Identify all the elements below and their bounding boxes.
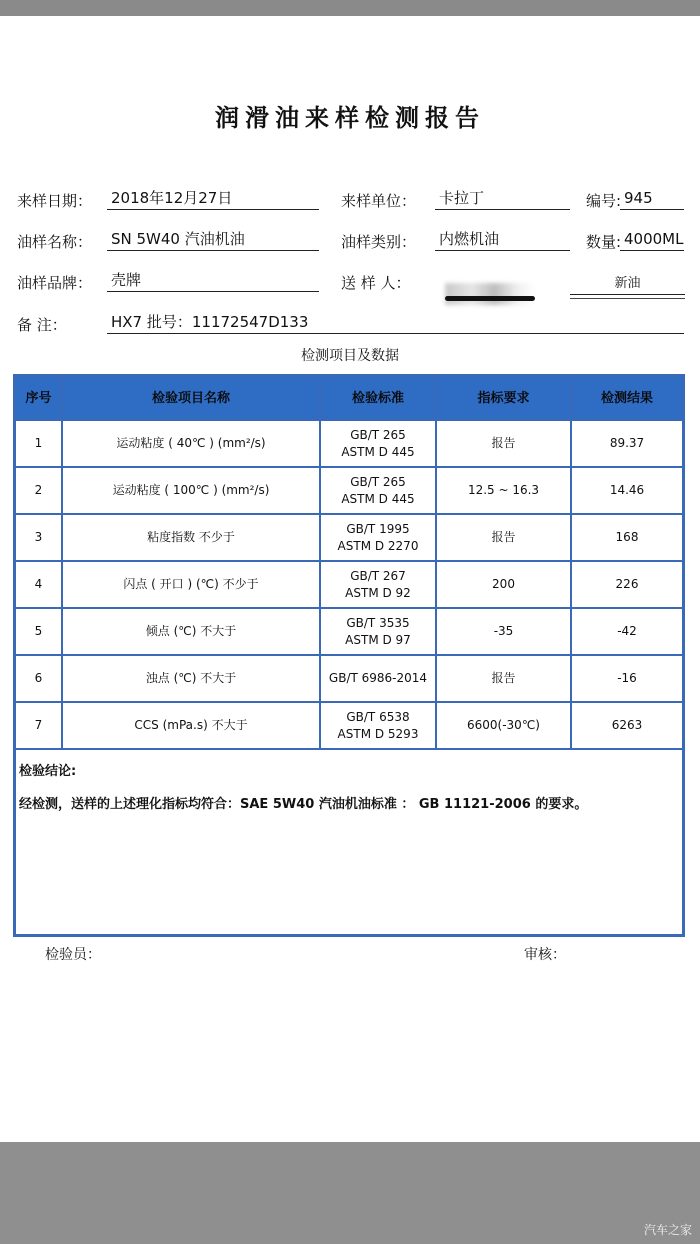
row-no: 5 <box>15 608 62 655</box>
brand-label: 油样品牌： <box>17 274 93 292</box>
conclusion-text: 经检测，送样的上述理化指标均符合：SAE 5W40 汽油机油标准 ： GB 11121-2006 的要求。 <box>19 797 588 812</box>
brand-value: 壳牌 <box>107 269 319 292</box>
row-standard-astm: ASTM D 92 <box>345 585 411 600</box>
row-standard-astm: ASTM D 2270 <box>337 538 419 553</box>
header-result: 检测结果 <box>571 376 683 420</box>
row-standard: GB/T 6986-2014 <box>320 655 436 702</box>
row-standard-gb: GB/T 6538 <box>346 709 410 724</box>
row-item: 运动粘度 ( 40℃ ) (mm²/s) <box>62 420 320 467</box>
row-standard-gb: GB/T 265 <box>350 427 406 442</box>
row-standard-astm: ASTM D 445 <box>341 444 415 459</box>
sample-date-value: 2018年12月27日 <box>107 187 319 210</box>
row-standard-astm: ASTM D 5293 <box>337 726 419 741</box>
row-item: 倾点 (℃) 不大于 <box>62 608 320 655</box>
report-title: 润滑油来样检测报告 <box>215 103 485 132</box>
header-requirement: 指标要求 <box>436 376 571 420</box>
header-standard: 检验标准 <box>320 376 436 420</box>
row-requirement: 报告 <box>436 655 571 702</box>
row-standard-astm: ASTM D 445 <box>341 491 415 506</box>
row-standard <box>320 514 436 561</box>
row-requirement: 12.5 ~ 16.3 <box>436 467 571 514</box>
top-bar <box>0 0 700 16</box>
redaction-mark <box>445 296 535 301</box>
row-standard-astm: ASTM D 97 <box>345 632 411 647</box>
sample-unit-value: 卡拉丁 <box>435 187 570 210</box>
row-no: 2 <box>15 467 62 514</box>
row-standard-gb: GB/T 3535 <box>346 615 410 630</box>
row-result: -42 <box>571 608 683 655</box>
sample-date-label: 来样日期： <box>17 192 93 210</box>
row-standard <box>320 420 436 467</box>
conclusion-box <box>15 749 683 935</box>
row-standard <box>320 608 436 655</box>
table-row <box>15 702 683 749</box>
row-item: 浊点 (℃) 不大于 <box>62 655 320 702</box>
row-item: 粘度指数 不少于 <box>62 514 320 561</box>
redacted-sender-name <box>445 283 535 305</box>
inspector-label: 检验员： <box>45 947 101 963</box>
table-row <box>15 655 683 702</box>
quantity-label: 数量: <box>586 233 622 251</box>
row-standard <box>320 467 436 514</box>
row-no: 6 <box>15 655 62 702</box>
row-item: CCS (mPa.s) 不大于 <box>62 702 320 749</box>
oil-name-label: 油样名称： <box>17 233 93 251</box>
new-oil-underline <box>570 294 685 295</box>
bottom-bar <box>0 1142 700 1244</box>
row-requirement: 报告 <box>436 420 571 467</box>
sample-unit-label: 来样单位： <box>341 192 417 210</box>
row-item: 闪点 ( 开口 ) (℃) 不少于 <box>62 561 320 608</box>
table-row <box>15 467 683 514</box>
oil-type-label: 油样类别： <box>341 233 417 251</box>
row-requirement: 200 <box>436 561 571 608</box>
remark-label: 备 注： <box>17 316 67 334</box>
quantity-value: 4000ML <box>620 228 684 251</box>
row-result: 226 <box>571 561 683 608</box>
number-label: 编号: <box>586 192 622 210</box>
row-no: 1 <box>15 420 62 467</box>
row-requirement: 报告 <box>436 514 571 561</box>
row-requirement: -35 <box>436 608 571 655</box>
row-standard-gb: GB/T 265 <box>350 474 406 489</box>
table-row <box>15 420 683 467</box>
number-value: 945 <box>620 187 684 210</box>
row-result: 6263 <box>571 702 683 749</box>
row-no: 4 <box>15 561 62 608</box>
section-title: 检测项目及数据 <box>301 348 399 364</box>
sender-label: 送 样 人： <box>341 274 411 292</box>
new-oil-text: 新油 <box>614 276 641 291</box>
table-row <box>15 561 683 608</box>
oil-name-value: SN 5W40 汽油机油 <box>107 228 319 251</box>
row-result: 168 <box>571 514 683 561</box>
conclusion-label: 检验结论: <box>19 764 77 779</box>
row-requirement: 6600(-30℃) <box>436 702 571 749</box>
remark-value: HX7 批号：11172547D133 <box>107 311 684 334</box>
row-result: 14.46 <box>571 467 683 514</box>
header-item: 检验项目名称 <box>62 376 320 420</box>
results-table <box>13 374 685 937</box>
row-standard <box>320 561 436 608</box>
row-result: -16 <box>571 655 683 702</box>
row-standard <box>320 702 436 749</box>
reviewer-label: 审核： <box>524 947 566 963</box>
row-standard-gb: GB/T 267 <box>350 568 406 583</box>
header-no: 序号 <box>15 376 62 420</box>
row-no: 7 <box>15 702 62 749</box>
row-no: 3 <box>15 514 62 561</box>
table-header-row <box>15 376 683 420</box>
row-item: 运动粘度 ( 100℃ ) (mm²/s) <box>62 467 320 514</box>
new-oil-underline-2 <box>570 298 685 299</box>
table-row <box>15 514 683 561</box>
oil-type-value: 内燃机油 <box>435 228 570 251</box>
watermark-text: 汽车之家 <box>643 1223 692 1237</box>
row-standard-gb: GB/T 1995 <box>346 521 410 536</box>
row-result: 89.37 <box>571 420 683 467</box>
table-row <box>15 608 683 655</box>
